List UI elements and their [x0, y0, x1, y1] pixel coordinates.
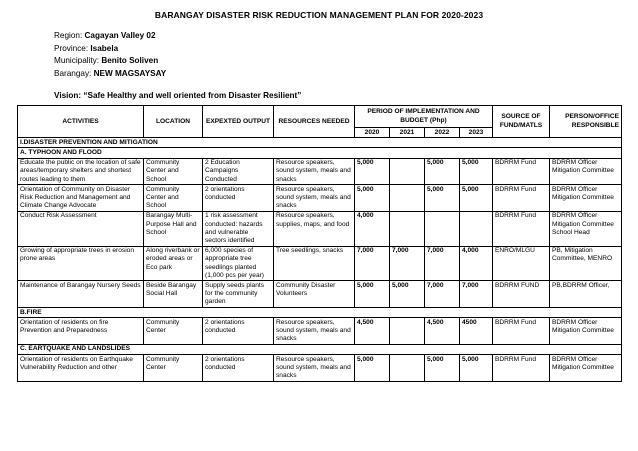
table-row — [18, 281, 622, 308]
budget-2021-cell — [390, 158, 425, 185]
activity-cell: Educate the public on the location of safe areas/temporary shelters and shortest routes leading to them — [18, 158, 144, 185]
municipality-value: Benito Soliven — [101, 56, 159, 65]
location-cell: Along riverbank or eroded areas or Eco park — [144, 246, 203, 281]
section-fire: B.FIRE — [18, 308, 622, 318]
header-fund: SOURCE OF FUND/MATLS — [493, 106, 550, 138]
budget-2023-cell: 4500 — [460, 318, 493, 345]
header-location: LOCATION — [144, 106, 203, 138]
plan-table — [17, 105, 622, 382]
barangay-label: Barangay: — [54, 68, 94, 78]
fund-cell: BDRRM Fund — [493, 158, 550, 185]
activity-cell: Orientation of Community on Disaster Risk Reduction and Management and Climate Change Advocate — [18, 185, 144, 212]
output-cell: 2 orientations conducted — [203, 318, 274, 345]
barangay-line — [54, 68, 166, 81]
output-cell: 2 Education Campaigns Conducted — [203, 158, 274, 185]
output-cell: 6,000 species of appropriate tree seedlings planted (1,000 pcs per year) — [203, 246, 274, 281]
header-output: EXPEXTED OUTPUT — [203, 106, 274, 138]
fund-cell: BDRRM Fund — [493, 318, 550, 345]
header-year-2020: 2020 — [355, 128, 390, 138]
budget-2020-cell: 4,500 — [355, 318, 390, 345]
budget-2023-cell — [460, 211, 493, 246]
resources-cell: Resource speakers, sound system, meals and snacks — [274, 318, 355, 345]
location-cell: Community Center and School — [144, 185, 203, 212]
person-cell: BDRRM Officer Mitigation Committee — [550, 318, 622, 345]
activity-cell: Orientation of residents on fire Prevention and Preparedness — [18, 318, 144, 345]
output-cell: 2 orientations conducted — [203, 185, 274, 212]
person-cell: BDRRM Officer Mitigation Committee School Head — [550, 211, 622, 246]
activity-cell: Orientation of residents on Earthquake Vulnerability Reduction and other — [18, 355, 144, 382]
budget-2023-cell: 5,000 — [460, 158, 493, 185]
fund-cell: BDRRM Fund — [493, 185, 550, 212]
resources-cell: Resource speakers, sound system, meals and snacks — [274, 158, 355, 185]
location-cell: Community Center — [144, 355, 203, 382]
output-cell: 1 risk assessment conducted: hazards and vulnerable sectors identified — [203, 211, 274, 246]
activity-cell: Conduct Risk Assessment — [18, 211, 144, 246]
page-title: BARANGAY DISASTER RISK REDUCTION MANAGEMENT PLAN FOR 2020-2023 — [154, 10, 484, 20]
region-line — [54, 30, 166, 43]
budget-2022-cell: 5,000 — [425, 185, 460, 212]
province-value: Isabela — [90, 43, 119, 53]
location-cell: Barangay Multi-Purpose Hall and School — [144, 211, 203, 246]
budget-2021-cell — [390, 355, 425, 382]
budget-2022-cell — [425, 211, 460, 246]
header-activities: ACTIVITIES — [18, 106, 144, 138]
barangay-value: NEW MAGSAYSAY — [93, 68, 167, 78]
budget-2021-cell — [390, 185, 425, 212]
budget-2022-cell: 4,500 — [425, 318, 460, 345]
budget-2023-cell: 4,000 — [460, 246, 493, 281]
location-cell: Community Center and School — [144, 158, 203, 185]
header-person: PERSON/OFFICE RESPONSIBLE — [550, 106, 622, 138]
budget-2022-cell: 5,000 — [425, 355, 460, 382]
table-row — [18, 211, 622, 246]
header-year-2023: 2023 — [460, 128, 493, 138]
province-label: Province: — [54, 43, 91, 53]
budget-2021-cell — [390, 318, 425, 345]
fund-cell: BDRRM FUND — [493, 281, 550, 308]
output-cell: Supply seeds plants for the community garden — [203, 281, 274, 308]
header-period: PERIOD OF IMPLEMENTATION AND BUDGET (Php) — [355, 106, 493, 128]
budget-2023-cell: 5,000 — [460, 185, 493, 212]
budget-2020-cell: 5,000 — [355, 281, 390, 308]
output-cell: 2 orientations conducted — [203, 355, 274, 382]
fund-cell: BDRRM Fund — [493, 211, 550, 246]
region-value: Cagayan Valley 02 — [84, 31, 156, 40]
section-typhoon-flood: A. TYPHOON AND FLOOD — [18, 148, 622, 158]
person-cell: PB, Mitigation Committee, MENRO — [550, 246, 622, 281]
person-cell: BDRRM Officer Mitigation Committee — [550, 185, 622, 212]
header-year-2022: 2022 — [425, 128, 460, 138]
resources-cell: Resource speakers, sound system, meals and snacks — [274, 185, 355, 212]
budget-2023-cell: 7,000 — [460, 281, 493, 308]
budget-2020-cell: 5,000 — [355, 158, 390, 185]
table-row — [18, 355, 622, 382]
resources-cell: Community Disaster Volunteers — [274, 281, 355, 308]
municipality-line — [54, 55, 166, 68]
fund-cell: ENRO/MLGU — [493, 246, 550, 281]
table-row — [18, 158, 622, 185]
budget-2021-cell — [390, 211, 425, 246]
budget-2021-cell: 5,000 — [390, 281, 425, 308]
person-cell: BDRRM Officer Mitigation Committee — [550, 355, 622, 382]
location-cell: Beside Barangay Social Hall — [144, 281, 203, 308]
table-row — [18, 318, 622, 345]
resources-cell: Resource speakers, sound system, meals and snacks — [274, 355, 355, 382]
person-cell: PB,BDRRM Officer, — [550, 281, 622, 308]
budget-2022-cell: 5,000 — [425, 158, 460, 185]
table-row — [18, 185, 622, 212]
fund-cell: BDRRM Fund — [493, 355, 550, 382]
header-resources: RESOURCES NEEDED — [274, 106, 355, 138]
location-cell: Community Center — [144, 318, 203, 345]
section-earthquake-landslides: C. EARTQUAKE AND LANDSLIDES — [18, 344, 622, 354]
activity-cell: Maintenance of Barangay Nursery Seeds — [18, 281, 144, 308]
budget-2020-cell: 7,000 — [355, 246, 390, 281]
budget-2021-cell: 7,000 — [390, 246, 425, 281]
budget-2020-cell: 4,000 — [355, 211, 390, 246]
region-label: Region: — [54, 31, 85, 40]
person-cell: BDRRM Officer Mitigation Committee — [550, 158, 622, 185]
activity-cell: Growing of appropriate trees in erosion prone areas — [18, 246, 144, 281]
budget-2022-cell: 7,000 — [425, 281, 460, 308]
vision-statement: Vision: “Safe Healthy and well oriented from Disaster Resilient” — [54, 91, 302, 100]
table-row — [18, 246, 622, 281]
municipality-label: Municipality: — [54, 56, 102, 65]
budget-2023-cell: 5,000 — [460, 355, 493, 382]
budget-2020-cell: 5,000 — [355, 355, 390, 382]
province-line — [54, 43, 166, 56]
header-year-2021: 2021 — [390, 128, 425, 138]
budget-2022-cell: 7,000 — [425, 246, 460, 281]
location-info — [54, 30, 166, 80]
budget-2020-cell: 5,000 — [355, 185, 390, 212]
section-main: I.DISASTER PREVENTION AND MITIGATION — [18, 138, 622, 148]
resources-cell: Resource speakers, supplies, maps, and food — [274, 211, 355, 246]
resources-cell: Tree seedlings, snacks — [274, 246, 355, 281]
